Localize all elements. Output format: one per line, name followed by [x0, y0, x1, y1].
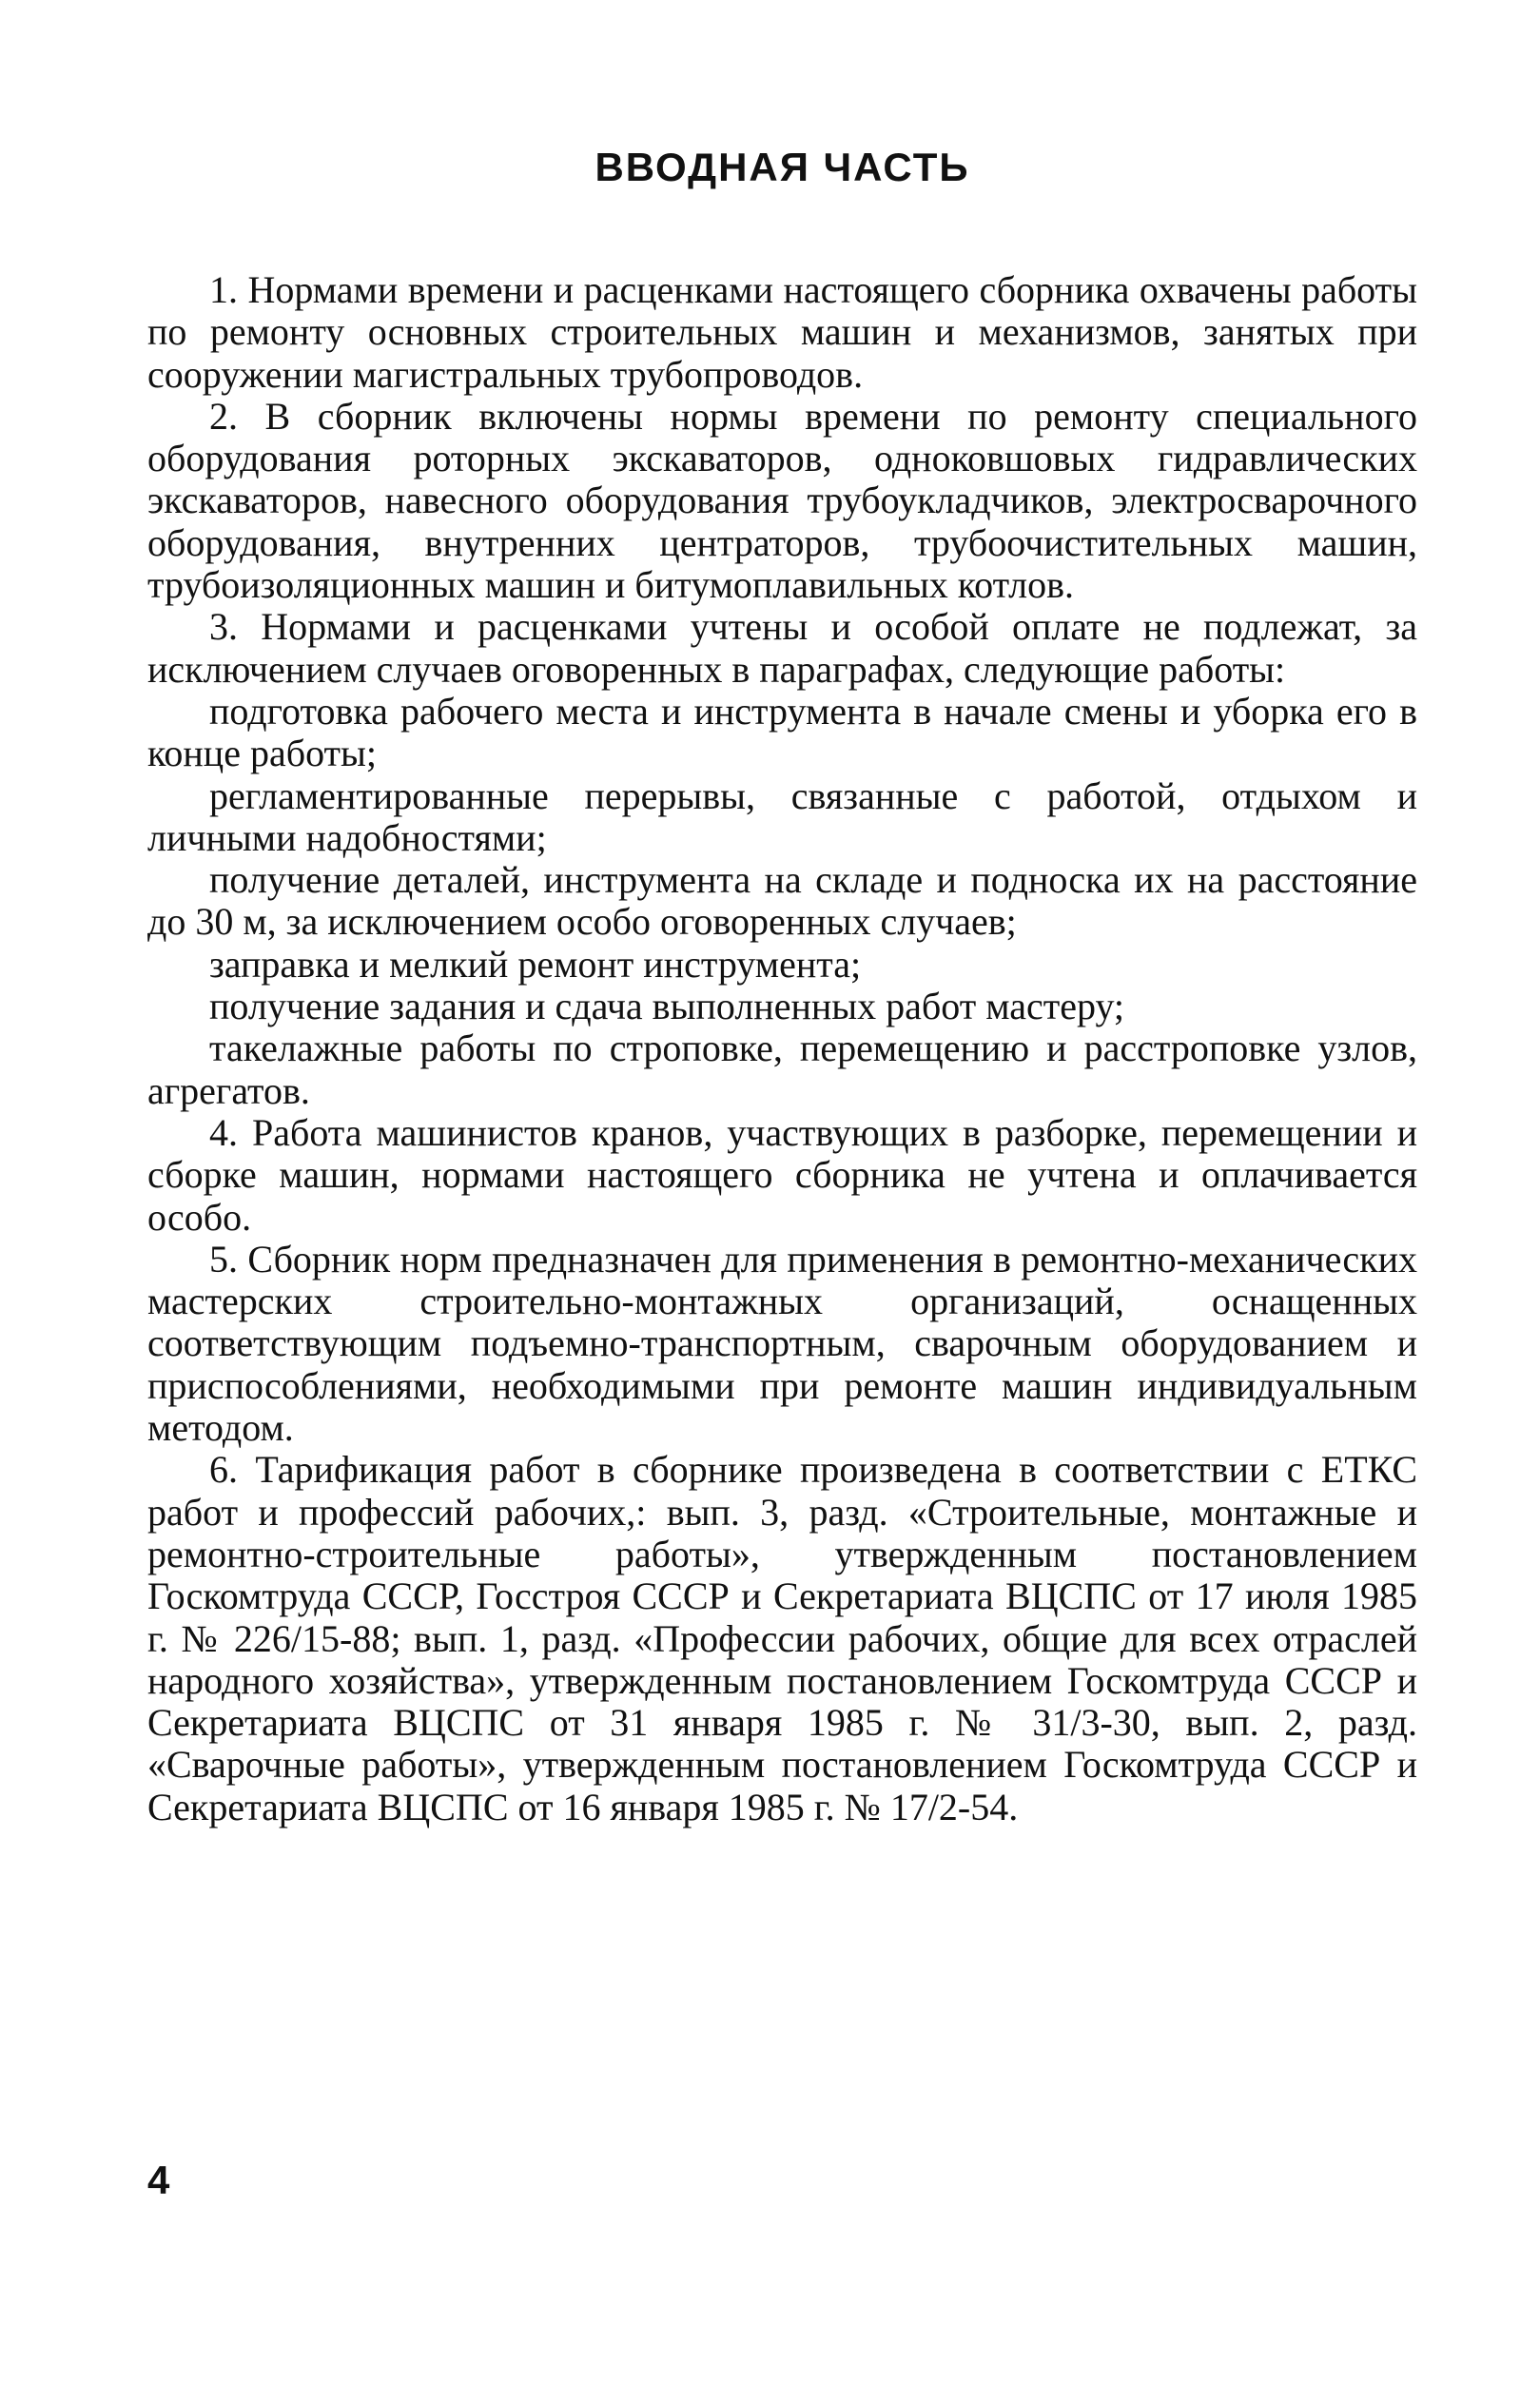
paragraph-4: 4. Работа машинистов кранов, участвующих в разборке, перемещении и сборке машин, нормами настоящего сборника не учтена и оплачивается особо.	[147, 1110, 1417, 1239]
paragraph-5: 5. Сборник норм предназначен для применения в ремонтно-механических мастерских строительно-монтажных организаций, оснащенных соответствующим подъемно-транспортным, сварочным оборудованием и приспособлениями, необходимыми при ремонте машин индивидуальным методом.	[147, 1237, 1417, 1450]
page-title: ВВОДНАЯ ЧАСТЬ	[595, 145, 970, 189]
work-item: подготовка рабочего места и инструмента в начале смены и уборка его в конце работы;	[147, 689, 1417, 775]
paragraph-6: 6. Тарификация работ в сборнике произведена в соответствии с ЕТКС работ и профессий рабочих,: вып. 3, разд. «Строительные, монтажные и ремонтно-строительные работы», утвержденным постановлением Госкомтруда СССР, Госстроя СССР и Секретариата ВЦСПС от 17 июля 1985 г. № 226/15-88; вып. 1, разд. «Профессии рабочих, общие для всех отраслей народного хозяйства», утвержденным постановлением Госкомтруда СССР и Секретариата ВЦСПС от 31 января 1985 г. № 31/3-30, вып. 2, разд. «Сварочные работы», утвержденным постановлением Госкомтруда СССР и Секретариата ВЦСПС от 16 января 1985 г. № 17/2-54.	[147, 1448, 1417, 1828]
paragraph-3: 3. Нормами и расценками учтены и особой оплате не подлежат, за исключением случаев оговоренных в параграфах, следующие работы:	[147, 605, 1417, 691]
page-number: 4	[147, 2158, 170, 2202]
document-page	[147, 0, 1417, 2405]
paragraph-2: 2. В сборник включены нормы времени по ремонту специального оборудования роторных экскаваторов, одноковшовых гидравлических экскаваторов, навесного оборудования трубоукладчиков, электросварочного оборудования, внутренних центраторов, трубоочистительных машин, трубоизоляционных машин и битумоплавильных котлов.	[147, 394, 1417, 607]
paragraph-1: 1. Нормами времени и расценками настоящего сборника охвачены работы по ремонту основных строительных машин и механизмов, занятых при сооружении магистральных трубопроводов.	[147, 268, 1417, 396]
body-text	[147, 269, 1417, 1828]
work-item: заправка и мелкий ремонт инструмента;	[209, 942, 862, 986]
work-item: такелажные работы по строповке, перемещению и расстроповке узлов, агрегатов.	[147, 1027, 1417, 1112]
work-item: получение деталей, инструмента на складе и подноска их на расстояние до 30 м, за исключением особо оговоренных случаев;	[147, 858, 1417, 944]
work-item: регламентированные перерывы, связанные с работой, отдыхом и личными надобностями;	[147, 773, 1417, 859]
work-item: получение задания и сдача выполненных работ мастеру;	[209, 985, 1125, 1028]
